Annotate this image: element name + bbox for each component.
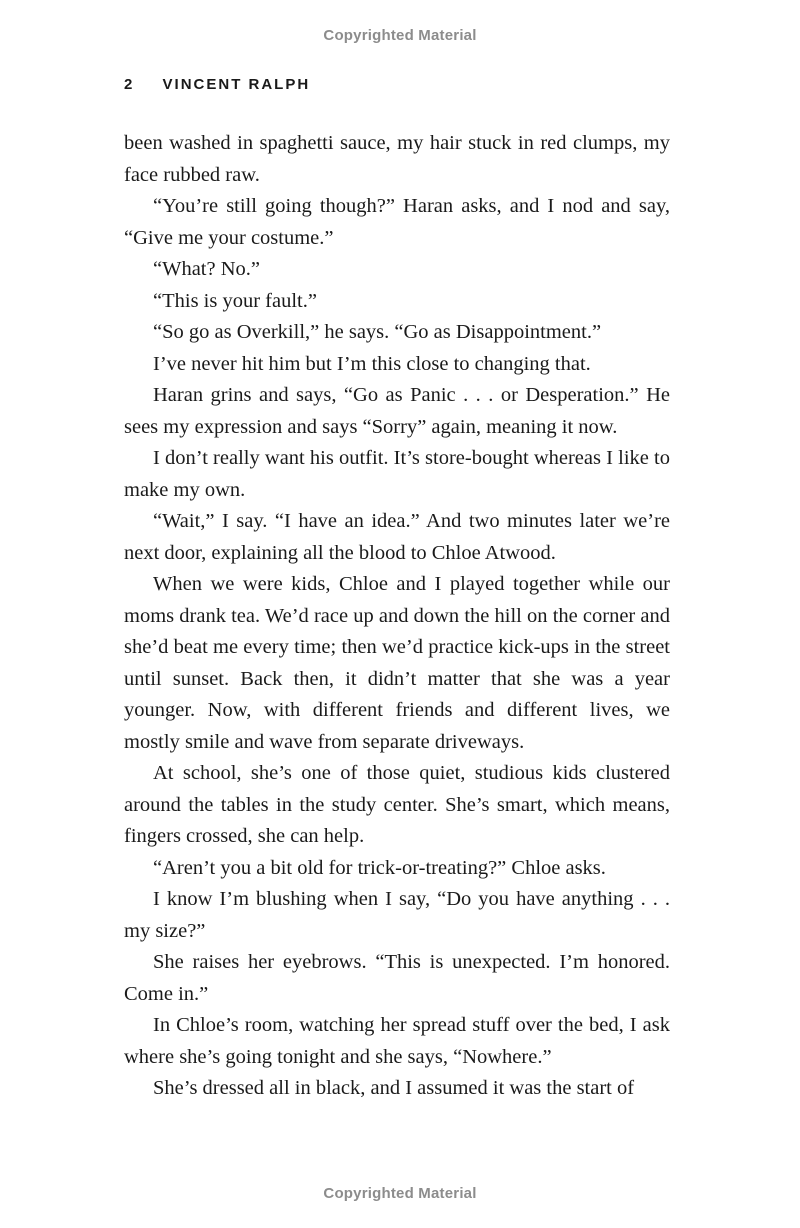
paragraph: “So go as Overkill,” he says. “Go as Disappointment.” bbox=[153, 321, 602, 343]
page-number: 2 bbox=[124, 76, 135, 93]
paragraph: At school, she’s one of those quiet, studious kids clustered around the tables in the study center. She’s smart, which means, fingers crossed, she can help. bbox=[124, 762, 670, 847]
paragraph: “What? No.” bbox=[153, 258, 260, 280]
paragraph: I’ve never hit him but I’m this close to changing that. bbox=[153, 352, 591, 375]
paragraph: When we were kids, Chloe and I played together while our moms drank tea. We’d race up and down the hill on the corner and she’d beat me every time; then we’d practice kick-ups in the street until sunset. Back then, it didn’t matter that she was a year younger. Now, with different friends and different lives, we mostly smile and wave from separate driveways. bbox=[124, 573, 670, 753]
author-name: VINCENT RALPH bbox=[162, 76, 311, 93]
copyright-watermark-bottom: Copyrighted Material bbox=[323, 1185, 477, 1202]
paragraph: In Chloe’s room, watching her spread stuff over the bed, I ask where she’s going tonight and she says, “Nowhere.” bbox=[124, 1014, 670, 1068]
paragraph: Haran grins and says, “Go as Panic . . . or Desperation.” He sees my expression and says “Sorry” again, meaning it now. bbox=[124, 384, 670, 438]
running-head bbox=[124, 76, 310, 93]
paragraph: I know I’m blushing when I say, “Do you have anything . . . my size?” bbox=[124, 888, 670, 942]
paragraph: She raises her eyebrows. “This is unexpected. I’m honored. Come in.” bbox=[124, 951, 670, 1005]
paragraph: “Aren’t you a bit old for trick-or-treating?” Chloe asks. bbox=[153, 856, 606, 879]
paragraph: “Wait,” I say. “I have an idea.” And two minutes later we’re next door, explaining all the blood to Chloe Atwood. bbox=[124, 510, 670, 564]
body-text bbox=[124, 128, 670, 1105]
paragraph: been washed in spaghetti sauce, my hair stuck in red clumps, my face rubbed raw. bbox=[124, 132, 670, 186]
paragraph: “You’re still going though?” Haran asks, and I nod and say, “Give me your costume.” bbox=[124, 195, 670, 249]
paragraph: She’s dressed all in black, and I assumed it was the start of bbox=[153, 1077, 635, 1099]
paragraph: “This is your fault.” bbox=[153, 289, 317, 312]
copyright-watermark-top: Copyrighted Material bbox=[323, 27, 477, 44]
paragraph: I don’t really want his outfit. It’s store-bought whereas I like to make my own. bbox=[124, 447, 670, 501]
